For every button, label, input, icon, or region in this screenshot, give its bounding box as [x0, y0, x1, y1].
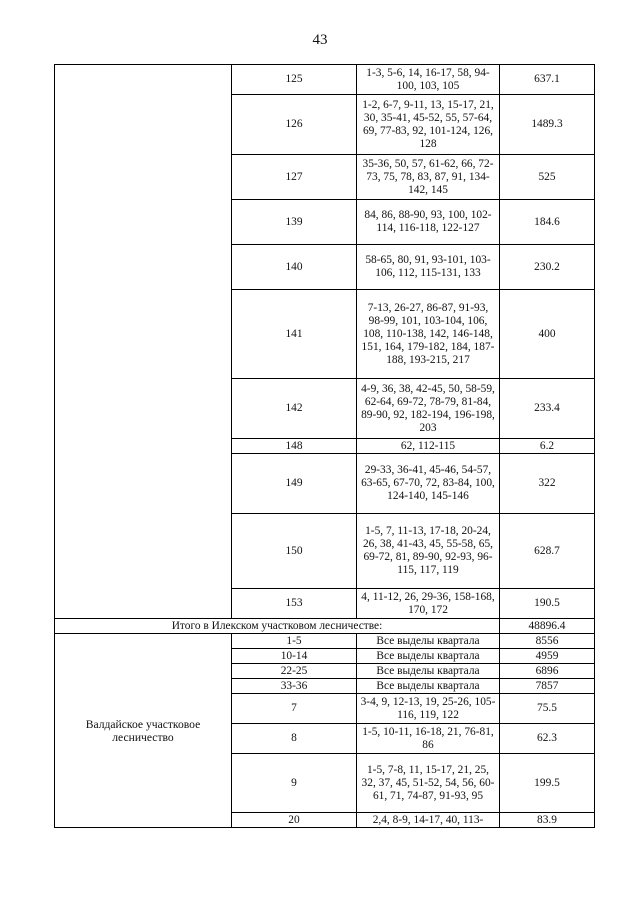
district-cell: Валдайское участковое лесничество [55, 634, 232, 828]
page-number: 43 [312, 32, 328, 48]
quarter-cell: 148 [232, 439, 357, 454]
plots-cell: 35-36, 50, 57, 61-62, 66, 72-73, 75, 78, 83, 87, 91, 134-142, 145 [357, 155, 500, 200]
plots-cell: Все выделы квартала [357, 634, 500, 649]
subtotal-label: Итого в Илекском участковом лесничестве: [55, 619, 500, 634]
plots-cell: 1-3, 5-6, 14, 16-17, 58, 94-100, 103, 105 [357, 65, 500, 95]
area-cell: 83.9 [500, 813, 595, 828]
area-cell: 233.4 [500, 379, 595, 439]
quarter-cell: 140 [232, 245, 357, 290]
quarter-cell: 150 [232, 514, 357, 589]
plots-cell: 1-5, 10-11, 16-18, 21, 76-81, 86 [357, 724, 500, 754]
area-cell: 8556 [500, 634, 595, 649]
plots-cell: 4, 11-12, 26, 29-36, 158-168, 170, 172 [357, 589, 500, 619]
area-cell: 6.2 [500, 439, 595, 454]
area-cell: 62.3 [500, 724, 595, 754]
area-cell: 75.5 [500, 694, 595, 724]
plots-cell: 7-13, 26-27, 86-87, 91-93, 98-99, 101, 103-104, 106, 108, 110-138, 142, 146-148, 151, 164, 179-182, 184, 187-188, 193-215, 217 [357, 290, 500, 379]
quarter-cell: 1-5 [232, 634, 357, 649]
quarter-cell: 33-36 [232, 679, 357, 694]
area-cell: 525 [500, 155, 595, 200]
area-cell: 6896 [500, 664, 595, 679]
quarter-cell: 139 [232, 200, 357, 245]
table-row [55, 65, 595, 95]
quarter-cell: 20 [232, 813, 357, 828]
area-cell: 400 [500, 290, 595, 379]
subtotal-value: 48896.4 [500, 619, 595, 634]
plots-cell: Все выделы квартала [357, 679, 500, 694]
area-cell: 637.1 [500, 65, 595, 95]
plots-cell: Все выделы квартала [357, 664, 500, 679]
quarter-cell: 22-25 [232, 664, 357, 679]
plots-cell: 1-5, 7, 11-13, 17-18, 20-24, 26, 38, 41-43, 45, 55-58, 65, 69-72, 81, 89-90, 92-93, 96-115, 117, 119 [357, 514, 500, 589]
plots-cell: 4-9, 36, 38, 42-45, 50, 58-59, 62-64, 69-72, 78-79, 81-84, 89-90, 92, 182-194, 196-198, 203 [357, 379, 500, 439]
plots-cell: 3-4, 9, 12-13, 19, 25-26, 105-116, 119, 122 [357, 694, 500, 724]
quarter-cell: 153 [232, 589, 357, 619]
quarter-cell: 141 [232, 290, 357, 379]
quarter-cell: 125 [232, 65, 357, 95]
quarter-cell: 9 [232, 754, 357, 813]
plots-cell: 1-2, 6-7, 9-11, 13, 15-17, 21, 30, 35-41, 45-52, 55, 57-64, 69, 77-83, 92, 101-124, 126, 128 [357, 95, 500, 155]
plots-cell: 2,4, 8-9, 14-17, 40, 113- [357, 813, 500, 828]
quarter-cell: 142 [232, 379, 357, 439]
quarter-cell: 8 [232, 724, 357, 754]
district-cell [55, 65, 232, 619]
table-row [55, 634, 595, 649]
plots-cell: Все выделы квартала [357, 649, 500, 664]
quarter-cell: 126 [232, 95, 357, 155]
plots-cell: 1-5, 7-8, 11, 15-17, 21, 25, 32, 37, 45, 51-52, 54, 56, 60-61, 71, 74-87, 91-93, 95 [357, 754, 500, 813]
area-cell: 322 [500, 454, 595, 514]
plots-cell: 62, 112-115 [357, 439, 500, 454]
area-cell: 184.6 [500, 200, 595, 245]
quarter-cell: 10-14 [232, 649, 357, 664]
forest-plots-table [54, 64, 595, 828]
plots-cell: 29-33, 36-41, 45-46, 54-57, 63-65, 67-70, 72, 83-84, 100, 124-140, 145-146 [357, 454, 500, 514]
area-cell: 1489.3 [500, 95, 595, 155]
plots-cell: 84, 86, 88-90, 93, 100, 102-114, 116-118, 122-127 [357, 200, 500, 245]
quarter-cell: 127 [232, 155, 357, 200]
area-cell: 628.7 [500, 514, 595, 589]
area-cell: 190.5 [500, 589, 595, 619]
quarter-cell: 149 [232, 454, 357, 514]
area-cell: 4959 [500, 649, 595, 664]
subtotal-row [55, 619, 595, 634]
area-cell: 199.5 [500, 754, 595, 813]
area-cell: 7857 [500, 679, 595, 694]
quarter-cell: 7 [232, 694, 357, 724]
area-cell: 230.2 [500, 245, 595, 290]
plots-cell: 58-65, 80, 91, 93-101, 103-106, 112, 115-131, 133 [357, 245, 500, 290]
